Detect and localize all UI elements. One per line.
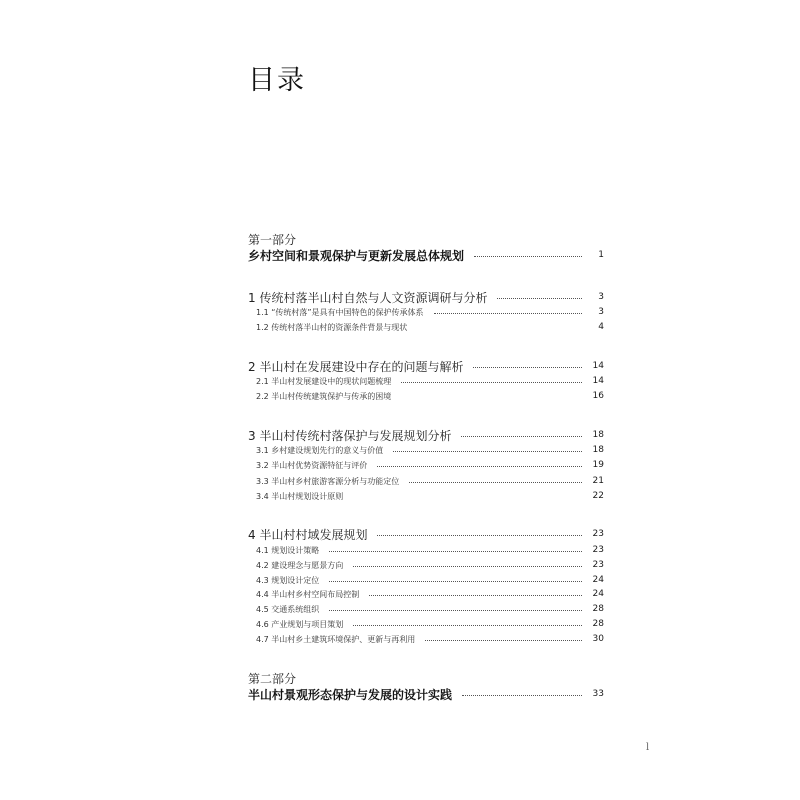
- toc-entry-page: 3: [598, 292, 604, 302]
- toc-entry-title: 4.4 半山村乡村空间布局控制: [256, 589, 360, 599]
- toc-entry-page: 30: [592, 634, 604, 644]
- dot-leader: [353, 625, 582, 626]
- toc-section-entry[interactable]: [248, 617, 604, 631]
- toc-entry-page: 14: [592, 361, 604, 371]
- toc-entry-page: 23: [592, 545, 604, 555]
- toc-section-entry[interactable]: [248, 573, 604, 587]
- toc-section-entry[interactable]: [248, 543, 604, 557]
- toc-entry-title: 4.6 产业规划与项目策划: [256, 619, 344, 629]
- dot-leader: [353, 566, 582, 567]
- toc-entry-title: 3 半山村传统村落保护与发展规划分析: [248, 428, 452, 443]
- part-label: 第一部分: [248, 233, 297, 247]
- toc-entry-title: 1.1 “传统村落”是具有中国特色的保护传承体系: [256, 307, 424, 317]
- toc-entry-title: 1 传统村落半山村自然与人文资源调研与分析: [248, 290, 488, 305]
- toc-entry-page: 23: [592, 560, 604, 570]
- dot-leader: [369, 595, 582, 596]
- toc-section-entry[interactable]: [248, 458, 604, 472]
- toc-entry-page: 4: [598, 322, 604, 332]
- dot-leader: [329, 581, 582, 582]
- toc-entry-page: 33: [592, 689, 604, 699]
- toc-entry-page: 23: [592, 529, 604, 539]
- toc-part-entry[interactable]: [248, 686, 604, 702]
- toc-section-entry[interactable]: [248, 320, 604, 334]
- toc-section-entry[interactable]: [248, 558, 604, 572]
- dot-leader: [393, 451, 582, 452]
- toc-entry-page: 21: [592, 476, 604, 486]
- toc-entry-title: 4 半山村村域发展规划: [248, 527, 368, 542]
- toc-entry-page: 14: [592, 376, 604, 386]
- toc-entry-title: 乡村空间和景观保护与更新发展总体规划: [248, 248, 465, 263]
- toc-entry-page: 28: [592, 619, 604, 629]
- toc-entry-title: 半山村景观形态保护与发展的设计实践: [248, 687, 453, 702]
- dot-leader: [409, 482, 582, 483]
- toc-part-entry[interactable]: [248, 247, 604, 263]
- toc-entry-title: 4.7 半山村乡土建筑环境保护、更新与再利用: [256, 634, 416, 644]
- toc-section-entry[interactable]: [248, 443, 604, 457]
- toc-chapter-entry[interactable]: [248, 427, 604, 443]
- toc-chapter-entry[interactable]: [248, 526, 604, 542]
- dot-leader: [329, 551, 582, 552]
- dot-leader: [434, 313, 582, 314]
- part-label: 第二部分: [248, 672, 297, 686]
- toc-section-entry[interactable]: [248, 632, 604, 646]
- toc-entry-title: 4.3 规划设计定位: [256, 575, 320, 585]
- toc-entry-page: 24: [592, 589, 604, 599]
- toc-chapter-entry[interactable]: [248, 358, 604, 374]
- toc-entry-title: 4.1 规划设计策略: [256, 545, 320, 555]
- toc-entry-page: 19: [592, 460, 604, 470]
- toc-entry-page: 16: [592, 391, 604, 401]
- toc-entry-title: 3.1 乡村建设规划先行的意义与价值: [256, 445, 384, 455]
- toc-section-entry[interactable]: [248, 389, 604, 403]
- page-folio: l: [646, 742, 650, 753]
- toc-entry-title: 2.2 半山村传统建筑保护与传承的困境: [256, 391, 392, 401]
- dot-leader: [377, 535, 582, 536]
- toc-entry-title: 4.2 建设理念与愿景方向: [256, 560, 344, 570]
- toc-section-entry[interactable]: [248, 602, 604, 616]
- toc-entry-page: 28: [592, 604, 604, 614]
- toc-section-entry[interactable]: [248, 305, 604, 319]
- dot-leader: [497, 298, 582, 299]
- toc-entry-title: 3.2 半山村优势资源特征与评价: [256, 460, 368, 470]
- toc-entry-page: 24: [592, 575, 604, 585]
- toc-entry-page: 1: [598, 250, 604, 260]
- toc-chapter-entry[interactable]: [248, 289, 604, 305]
- toc-entry-page: 18: [592, 430, 604, 440]
- dot-leader: [474, 256, 582, 257]
- toc-entry-page: 3: [598, 307, 604, 317]
- toc-section-entry[interactable]: [248, 587, 604, 601]
- toc-entry-title: 2.1 半山村发展建设中的现状问题梳理: [256, 376, 392, 386]
- toc-entry-page: 22: [592, 491, 604, 501]
- toc-entry-title: 4.5 交通系统组织: [256, 604, 320, 614]
- dot-leader: [401, 382, 582, 383]
- toc-section-entry[interactable]: [248, 374, 604, 388]
- dot-leader: [461, 436, 582, 437]
- toc-section-entry[interactable]: [248, 489, 604, 503]
- dot-leader: [425, 640, 582, 641]
- toc-entry-title: 3.3 半山村乡村旅游客源分析与功能定位: [256, 476, 400, 486]
- toc-entry-page: 18: [592, 445, 604, 455]
- toc-entry-title: 3.4 半山村规划设计原则: [256, 491, 344, 501]
- dot-leader: [377, 466, 582, 467]
- dot-leader: [462, 695, 582, 696]
- dot-leader: [329, 610, 582, 611]
- toc-entry-title: 1.2 传统村落半山村的资源条件背景与现状: [256, 322, 408, 332]
- dot-leader: [473, 367, 582, 368]
- toc-entry-title: 2 半山村在发展建设中存在的问题与解析: [248, 359, 464, 374]
- toc-section-entry[interactable]: [248, 474, 604, 488]
- page-title: 目录: [248, 65, 306, 96]
